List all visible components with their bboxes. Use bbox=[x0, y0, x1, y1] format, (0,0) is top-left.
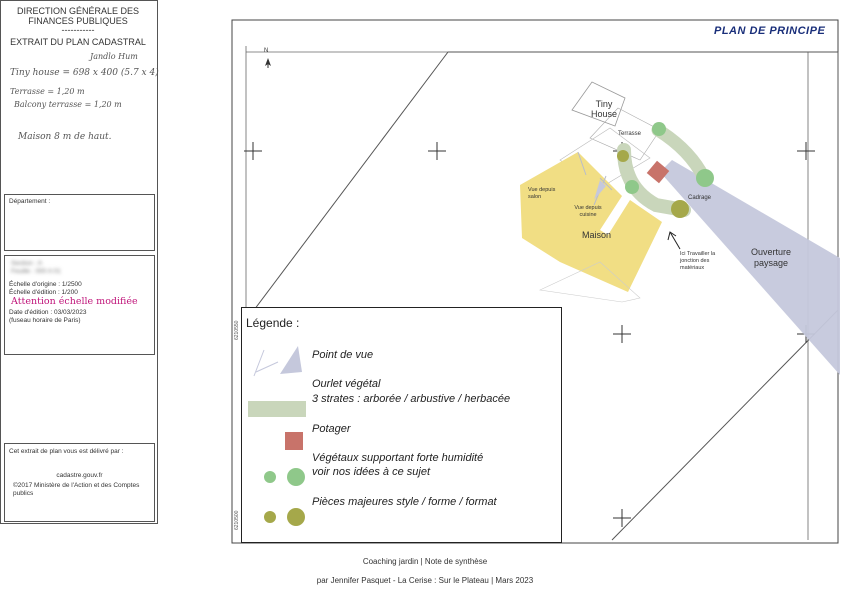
separator: ----------- bbox=[61, 25, 95, 35]
potager-square bbox=[647, 161, 670, 184]
scale-origin: Échelle d'origine : 1/2500 bbox=[9, 281, 82, 288]
hand-note-1: Jandlo Hum bbox=[90, 52, 138, 61]
vue-cuisine-label: Vue depuis cuisine bbox=[574, 205, 602, 218]
legend-viewpoint-icon bbox=[250, 342, 310, 380]
maison-shape bbox=[520, 152, 662, 292]
legend-pieces-icon bbox=[262, 505, 308, 529]
scale-edition: Échelle d'édition : 1/200 bbox=[9, 289, 78, 296]
humid-plant-3 bbox=[625, 180, 639, 194]
ici-note: Ici Travailler la jonction des matériaux bbox=[680, 251, 716, 271]
parcel-line-1 bbox=[248, 52, 448, 318]
website: cadastre.gouv.fr bbox=[56, 472, 103, 479]
humid-plant-1 bbox=[652, 122, 666, 136]
department-label: Département : bbox=[9, 198, 51, 205]
north-label: N bbox=[264, 48, 269, 54]
commune-line-1: Section : A bbox=[11, 260, 43, 267]
org-line-2: FINANCES PUBLIQUES bbox=[28, 16, 128, 26]
delivered-by: Cet extrait de plan vous est délivré par : bbox=[9, 448, 124, 455]
terrasse-label: Terrasse bbox=[618, 131, 642, 137]
edition-date: Date d'édition : 03/03/2023 bbox=[9, 309, 87, 316]
hand-note-4: Balcony terrasse = 1,20 m bbox=[14, 100, 122, 109]
footer-line-1: Coaching jardin | Note de synthèse bbox=[362, 557, 488, 566]
key-piece-2 bbox=[671, 200, 689, 218]
commune-line-2: Feuille : 000 A 01 bbox=[11, 268, 61, 275]
legend-potager-swatch bbox=[285, 432, 303, 450]
legend-box bbox=[241, 307, 562, 543]
footer-line-2: par Jennifer Pasquet - La Cerise : Sur le Plateau | Mars 2023 bbox=[316, 576, 534, 585]
legend-point-de-vue: Point de vue bbox=[312, 349, 374, 361]
legend-humid-icon bbox=[262, 465, 308, 489]
copyright: ©2017 Ministère de l'Action et des Comptes publics bbox=[13, 482, 140, 497]
humid-plant-2 bbox=[696, 169, 714, 187]
coord-2: 6210500 bbox=[234, 510, 240, 530]
cadrage-label: Cadrage bbox=[688, 195, 712, 201]
tiny-house-label: Tiny House bbox=[590, 99, 617, 119]
org-line-1: DIRECTION GÉNÉRALE DES bbox=[16, 6, 140, 16]
hand-note-5: Maison 8 m de haut. bbox=[18, 132, 112, 142]
scale-warning: Attention échelle modifiée bbox=[11, 296, 138, 307]
legend-ourlet: Ourlet végétal bbox=[312, 378, 381, 390]
legend-humidite: Végétaux supportant forte humidité bbox=[312, 452, 484, 464]
legend-ourlet-swatch bbox=[248, 401, 306, 417]
ouverture-label: Ouverture paysage bbox=[750, 247, 792, 268]
coord-1: 6210550 bbox=[234, 320, 240, 340]
hand-note-3: Terrasse = 1,20 m bbox=[10, 87, 85, 96]
extract-title: EXTRAIT DU PLAN CADASTRAL bbox=[10, 37, 146, 47]
legend-pieces: Pièces majeures style / forme / format bbox=[312, 496, 497, 508]
legend-ourlet-sub: 3 strates : arborée / arbustive / herbacée bbox=[312, 393, 511, 405]
legend-humidite-sub: voir nos idées à ce sujet bbox=[312, 466, 431, 478]
vue-salon-label: Vue depuis salon bbox=[528, 187, 556, 200]
key-piece-1 bbox=[617, 150, 629, 162]
plan-title: PLAN DE PRINCIPE bbox=[714, 25, 826, 37]
hand-note-2: Tiny house = 698 x 400 (5.7 x 4) bbox=[10, 68, 159, 78]
maison-label: Maison bbox=[582, 230, 612, 240]
legend-title: Légende : bbox=[246, 316, 300, 330]
timezone: (fuseau horaire de Paris) bbox=[9, 317, 81, 324]
parcel-line-4 bbox=[612, 310, 838, 540]
legend-potager: Potager bbox=[312, 423, 351, 435]
ici-arrow bbox=[670, 232, 680, 249]
